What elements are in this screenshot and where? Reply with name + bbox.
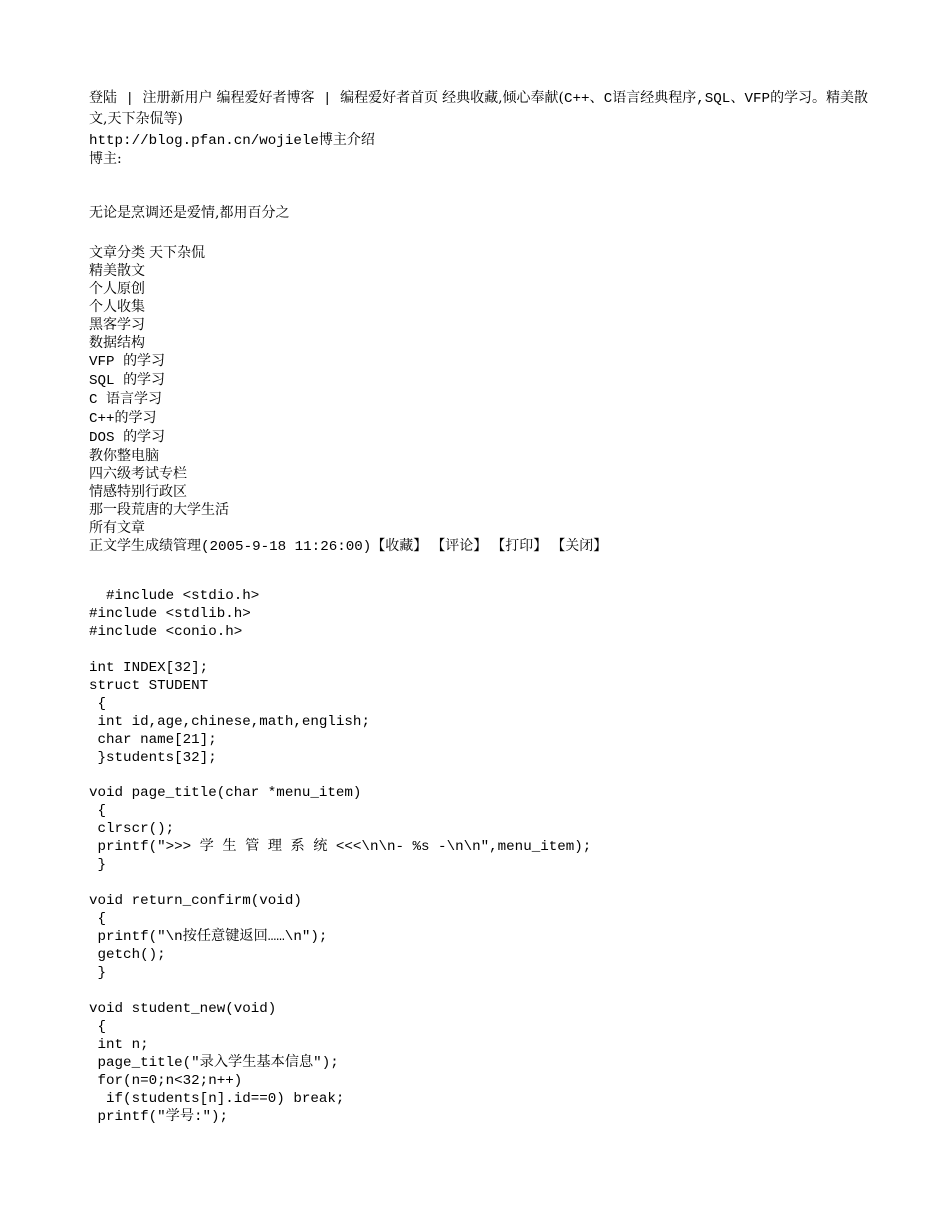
- category-item[interactable]: [149, 244, 205, 261]
- category-item-prefix: C++: [89, 411, 115, 427]
- category-item-label: 的学习: [123, 372, 166, 388]
- category-item[interactable]: [89, 262, 869, 280]
- category-item[interactable]: [89, 298, 869, 316]
- category-item[interactable]: [89, 409, 869, 428]
- favorite-button[interactable]: 【收藏】: [371, 538, 428, 554]
- category-item[interactable]: [89, 465, 869, 483]
- page-content: [89, 88, 869, 1127]
- register-link[interactable]: 注册新用户: [142, 90, 213, 106]
- category-item-prefix: DOS: [89, 430, 124, 446]
- category-item[interactable]: [89, 501, 869, 519]
- home-link[interactable]: 编程爱好者首页: [340, 90, 439, 106]
- category-item-label: 个人收集: [89, 299, 145, 315]
- blog-intro-link[interactable]: 博主介绍: [318, 132, 375, 148]
- site-description: 的学习。精美散文,天下杂侃等): [89, 90, 869, 127]
- category-item-label: 的学习: [114, 410, 157, 426]
- blog-owner-label: 博主:: [89, 151, 122, 167]
- top-navigation: [89, 88, 869, 129]
- category-item-label: 精美散文: [89, 263, 145, 279]
- nav-separator: |: [117, 91, 143, 107]
- category-item-label: 天下杂侃: [149, 245, 205, 261]
- blog-link[interactable]: 编程爱好者博客: [216, 90, 315, 106]
- nav-separator: |: [314, 91, 341, 107]
- site-description: C++、C: [564, 91, 613, 107]
- category-item-label: 教你整电脑: [89, 448, 159, 464]
- blog-url-link[interactable]: http://blog.pfan.cn/wojiele: [89, 133, 319, 149]
- print-button[interactable]: 【打印】: [491, 538, 548, 554]
- comment-button[interactable]: 【评论】: [431, 538, 488, 554]
- article-title: 学生成绩管理: [117, 538, 201, 554]
- category-item-label: 四六级考试专栏: [89, 466, 187, 482]
- category-item[interactable]: [89, 371, 869, 390]
- category-item[interactable]: [89, 390, 869, 409]
- blog-motto: 无论是烹调还是爱情,都用百分之: [89, 205, 290, 221]
- category-item[interactable]: [89, 334, 869, 352]
- site-description: ,SQL、VFP: [696, 91, 771, 107]
- category-item-label: 情感特别行政区: [89, 484, 187, 500]
- category-item-label: 数据结构: [89, 335, 145, 351]
- login-link[interactable]: 登陆: [89, 90, 117, 106]
- article-label: 正文: [89, 538, 117, 554]
- category-item-prefix: VFP: [89, 354, 124, 370]
- category-item-prefix: SQL: [89, 373, 124, 389]
- category-item-label: 的学习: [123, 429, 166, 445]
- close-button[interactable]: 【关闭】: [551, 538, 608, 554]
- site-description: 经典收藏,倾心奉献(: [442, 90, 565, 106]
- category-list: [89, 242, 869, 537]
- category-item-label: 黑客学习: [89, 317, 145, 333]
- category-item[interactable]: [89, 352, 869, 371]
- category-item-label: 个人原创: [89, 281, 145, 297]
- category-item-label: 那一段荒唐的大学生活: [89, 502, 229, 518]
- category-item-prefix: C: [89, 392, 107, 408]
- category-item-label: 语言学习: [106, 391, 163, 407]
- category-item-label: 的学习: [123, 353, 166, 369]
- category-item[interactable]: [89, 447, 869, 465]
- category-item[interactable]: [89, 316, 869, 334]
- site-description: 语言经典程序: [612, 90, 697, 106]
- article-code: #include <stdio.h> #include <stdlib.h> #include <conio.h> int INDEX[32]; struct STUDENT { int id,age,chinese,math,english; char name[21]; }students[32]; void page_title(char *menu_item) { clrscr(); printf(">>> 学 生 管 理 系 统 <<<\n\n- %s -\n\n",menu_item); } void return_confirm(void) { printf("\n按任意键返回……\n"); getch(); } void student_new(void) { int n; page_title("录入学生基本信息"); for(n=0;n<32;n++) if(students[n].id==0) break; printf("学号:");: [89, 588, 592, 1125]
- category-item[interactable]: [89, 428, 869, 447]
- category-item[interactable]: [89, 483, 869, 501]
- article-date: (2005-9-18 11:26:00): [201, 539, 372, 555]
- category-header: 文章分类: [89, 245, 145, 261]
- category-item[interactable]: [89, 280, 869, 298]
- category-item[interactable]: [89, 519, 869, 537]
- category-item-label: 所有文章: [89, 520, 145, 536]
